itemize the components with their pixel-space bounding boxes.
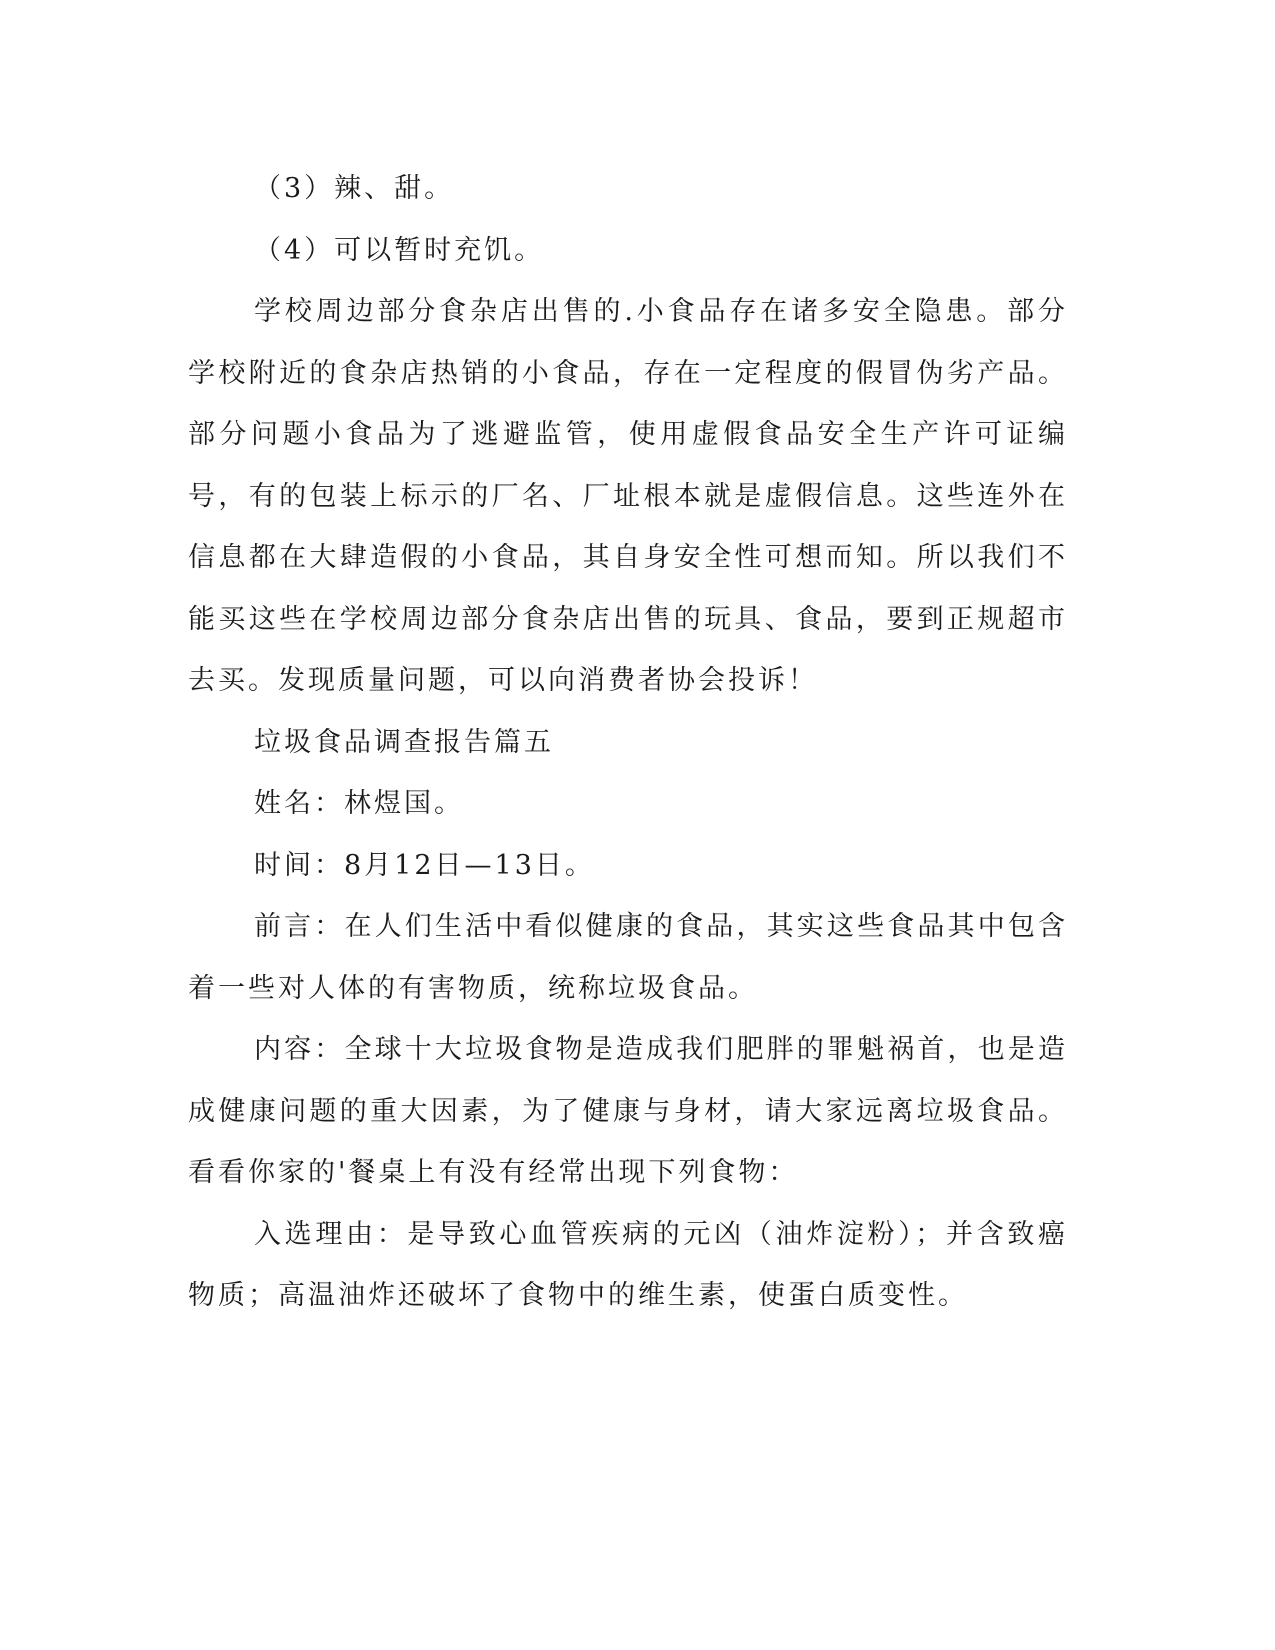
paragraph-content: 内容：全球十大垃圾食物是造成我们肥胖的罪魁祸首，也是造成健康问题的重大因素，为了健康与身材，请大家远离垃圾食品。看看你家的'餐桌上有没有经常出现下列食物： xyxy=(188,1034,1068,1188)
author-name: 姓名：林煜国。 xyxy=(254,788,464,819)
paragraph-preface: 前言：在人们生活中看似健康的食品，其实这些食品其中包含着一些对人体的有害物质，统称垃圾食品。 xyxy=(188,911,1068,1004)
section-heading: 垃圾食品调查报告篇五 xyxy=(254,726,554,758)
report-date: 时间：8月12日—13日。 xyxy=(254,849,595,881)
document-body xyxy=(188,158,1068,1327)
paragraph-item-4: （4）可以暂时充饥。 xyxy=(254,234,545,266)
paragraph-reason: 入选理由：是导致心血管疾病的元凶（油炸淀粉）；并含致癌物质；高温油炸还破坏了食物中的维生素，使蛋白质变性。 xyxy=(188,1218,1068,1311)
paragraph-item-3: （3）辣、甜。 xyxy=(254,173,455,204)
paragraph-food-safety: 学校周边部分食杂店出售的.小食品存在诸多安全隐患。部分学校附近的食杂店热销的小食品，存在一定程度的假冒伪劣产品。部分问题小食品为了逃避监管，使用虚假食品安全生产许可证编号，有的包装上标示的厂名、厂址根本就是虚假信息。这些连外在信息都在大肆造假的小食品，其自身安全性可想而知。所以我们不能买这些在学校周边部分食杂店出售的玩具、食品，要到正规超市去买。发现质量问题，可以向消费者协会投诉！ xyxy=(188,296,1068,696)
